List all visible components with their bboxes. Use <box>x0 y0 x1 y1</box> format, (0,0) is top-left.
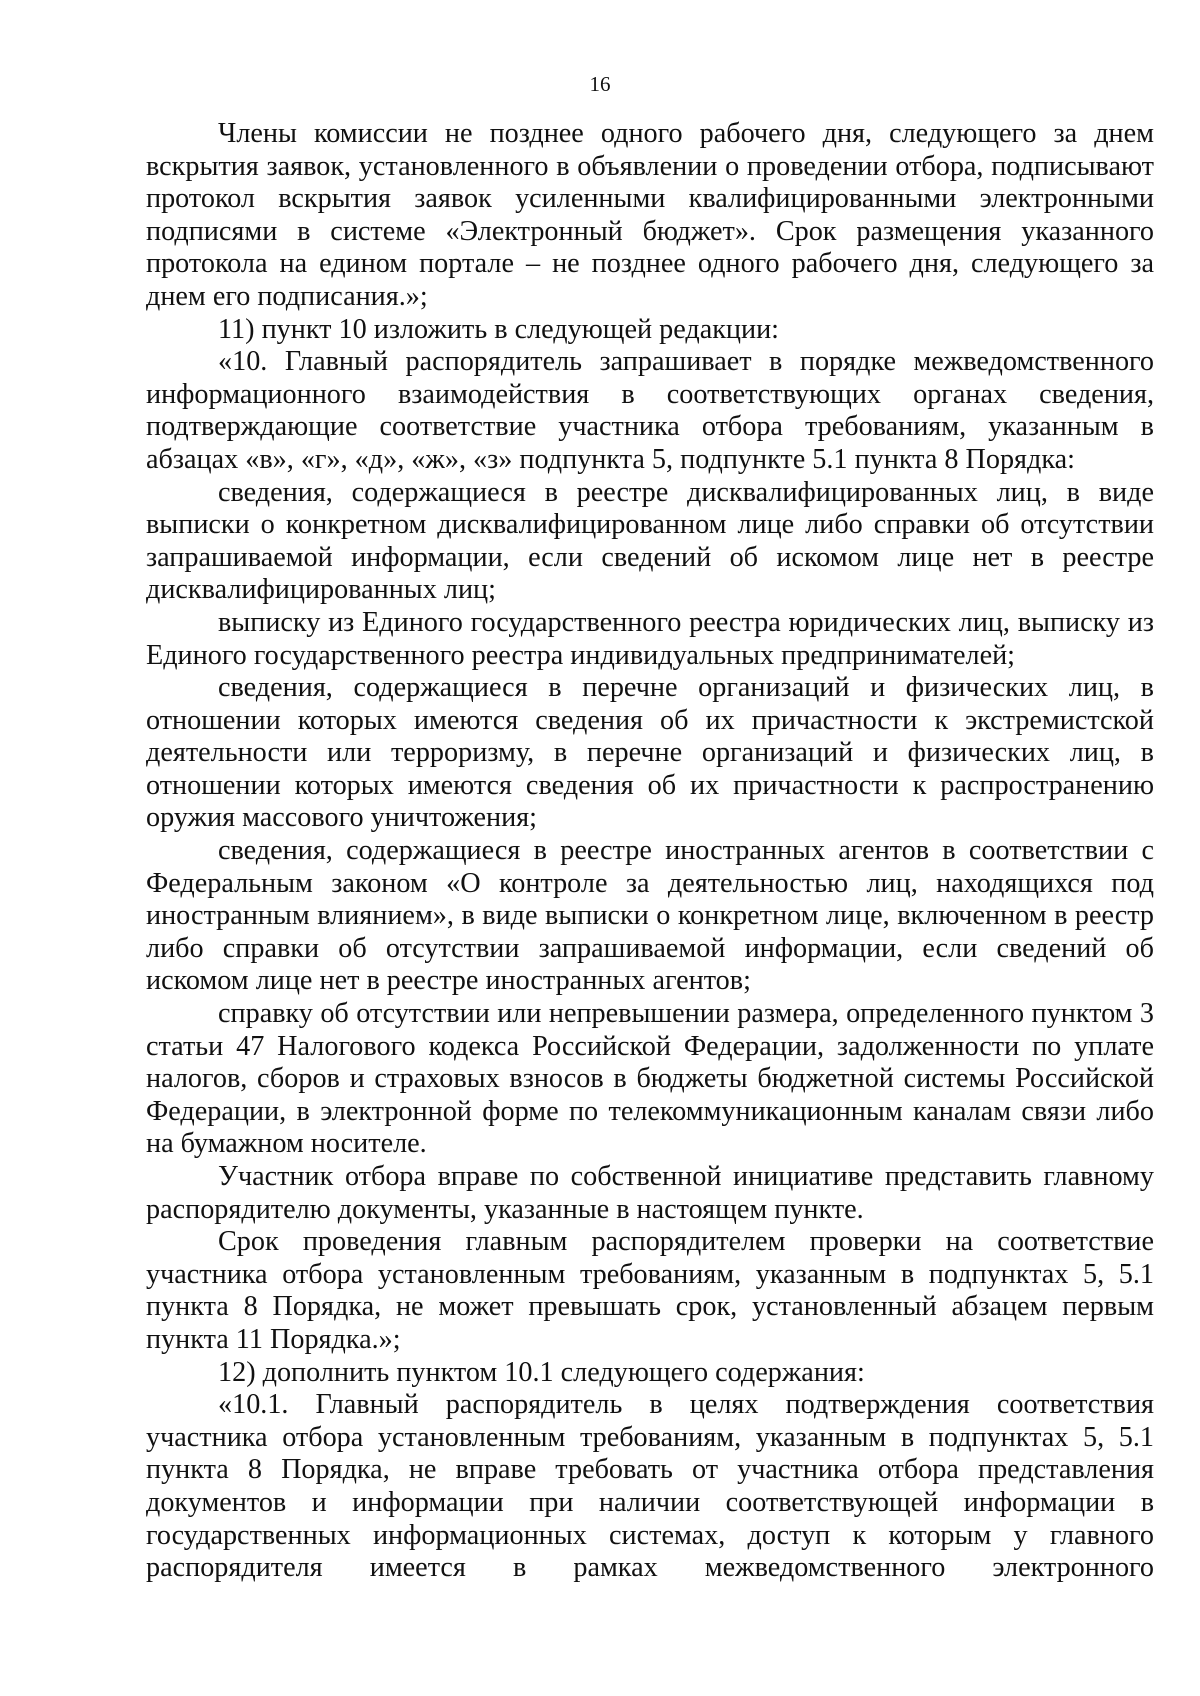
paragraph-state-registry-extract: выписку из Единого государственного реестра юридических лиц, выписку из Единого государственного реестра индивидуальных предпринимателей; <box>146 606 1154 671</box>
paragraph-item-12-heading: 12) дополнить пунктом 10.1 следующего содержания: <box>218 1356 865 1388</box>
paragraph-extremism-list: сведения, содержащиеся в перечне организаций и физических лиц, в отношении которых имеются сведения об их причастности к экстремистской деятельности или терроризму, в перечне организаций и физических лиц, в отношении которых имеются сведения об их причастности к распространению оружия массового уничтожения; <box>146 672 1154 834</box>
paragraph-foreign-agents-registry: сведения, содержащиеся в реестре иностранных агентов в соответствии с Федеральным законом «О контроле за деятельностью лиц, находящихся под иностранным влиянием», в виде выписки о конкретном лице, включенном в реестр либо справки об отсутствии запрашиваемой информации, если сведений об искомом лице нет в реестре иностранных агентов; <box>146 835 1154 997</box>
paragraph-item-11-heading: 11) пункт 10 изложить в следующей редакции: <box>218 313 779 345</box>
paragraph-point-10-1: «10.1. Главный распорядитель в целях подтверждения соответствия участника отбора установленным требованиям, указанным в подпунктах 5, 5.1 пункта 8 Порядка, не вправе требовать от участника отбора представления документов и информации при наличии соответствующей информации в государственных информационных системах, доступ к которым у главного распорядителя имеется в рамках межведомственного электронного <box>146 1389 1154 1584</box>
paragraph-participant-initiative: Участник отбора вправе по собственной инициативе представить главному распорядителю документы, указанные в настоящем пункте. <box>146 1161 1154 1225</box>
document-body <box>146 118 1154 1585</box>
page-number: 16 <box>589 72 611 96</box>
paragraph-commission-signing: Члены комиссии не позднее одного рабочего дня, следующего за днем вскрытия заявок, установленного в объявлении о проведении отбора, подписывают протокол вскрытия заявок усиленными квалифицированными электронными подписями в системе «Электронный бюджет». Срок размещения указанного протокола на едином портале – не позднее одного рабочего дня, следующего за днем его подписания.»; <box>146 118 1154 312</box>
paragraph-point-10-intro: «10. Главный распорядитель запрашивает в порядке межведомственного информационного взаимодействия в соответствующих органах сведения, подтверждающие соответствие участника отбора требованиям, указанным в абзацах «в», «г», «д», «ж», «з» подпункта 5, подпункте 5.1 пункта 8 Порядка: <box>146 346 1154 475</box>
paragraph-tax-debt-certificate: справку об отсутствии или непревышении размера, определенного пунктом 3 статьи 47 Налогового кодекса Российской Федерации, задолженности по уплате налогов, сборов и страховых взносов в бюджеты бюджетной системы Российской Федерации, в электронной форме по телекоммуникационным каналам связи либо на бумажном носителе. <box>146 998 1154 1160</box>
paragraph-disqualified-registry: сведения, содержащиеся в реестре дисквалифицированных лиц, в виде выписки о конкретном дисквалифицированном лице либо справки об отсутствии запрашиваемой информации, если сведений об искомом лице нет в реестре дисквалифицированных лиц; <box>146 476 1154 606</box>
paragraph-verification-term: Срок проведения главным распорядителем проверки на соответствие участника отбора установленным требованиям, указанным в подпунктах 5, 5.1 пункта 8 Порядка, не может превышать срок, установленный абзацем первым пункта 11 Порядка.»; <box>146 1226 1154 1355</box>
